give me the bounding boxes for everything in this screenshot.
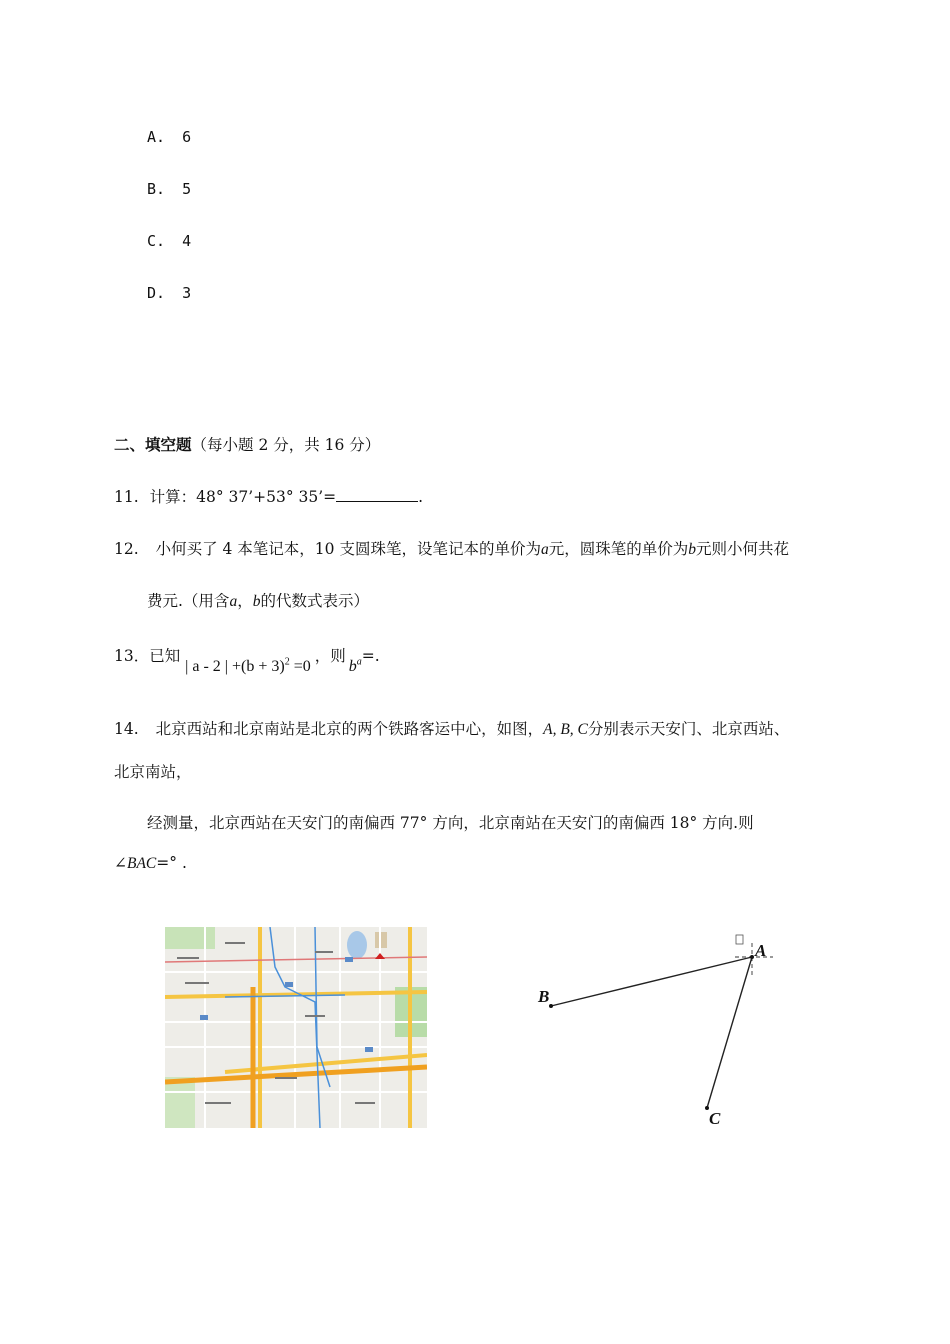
q12-line1-c: 元则小何共花	[695, 540, 789, 558]
north-marker-box	[736, 935, 743, 944]
option-d-value: 3	[182, 284, 192, 302]
q13-eq-exp: 2	[284, 656, 290, 668]
q11-text: 计算：48° 37’+53° 35’=	[149, 488, 337, 506]
q13-base: b	[348, 658, 357, 675]
q14-line4-tail: =° .	[156, 854, 187, 872]
q11-tail: .	[418, 488, 424, 506]
option-b[interactable]	[147, 180, 191, 198]
q12-line1-a: 小何买了 4 本笔记本，10 支圆珠笔，设笔记本的单价为	[155, 540, 541, 558]
q12-number: 12.	[114, 540, 139, 558]
q14-number: 14.	[114, 720, 139, 738]
q13-eq-right: =0	[289, 658, 311, 675]
question-13	[114, 644, 380, 675]
section-title: 二、填空题	[114, 435, 192, 454]
ray-ab	[551, 957, 752, 1006]
q11-answer-blank[interactable]	[336, 489, 418, 502]
q12-line2-b: ，	[237, 592, 253, 610]
q13-eq-left: | a - 2 | +(b + 3)	[185, 658, 285, 675]
section-heading	[114, 433, 380, 455]
q13-power	[349, 658, 362, 675]
q14-angle-var: BAC	[127, 855, 157, 872]
point-a-dot	[750, 955, 754, 959]
q12-line1-b: 元，圆珠笔的单价为	[548, 540, 689, 558]
angle-figure	[530, 925, 790, 1135]
q14-line1: 北京西站和北京南站是北京的两个铁路客运中心，如图，	[155, 720, 544, 738]
ray-ac	[707, 957, 752, 1108]
q14-vars: A, B, C	[543, 721, 588, 738]
q13-tail: =.	[361, 647, 380, 665]
option-b-label: B.	[147, 180, 166, 198]
question-11	[114, 485, 423, 507]
label-b: B	[538, 987, 550, 1006]
q13-mid: ，则	[314, 647, 346, 665]
q14-angle-symbol: ∠	[114, 854, 127, 872]
label-a: A	[755, 941, 767, 960]
option-a-label: A.	[147, 128, 166, 146]
section-note: （每小题 2 分，共 16 分）	[191, 436, 381, 454]
option-b-value: 5	[182, 180, 192, 198]
option-d-label: D.	[147, 284, 166, 302]
option-c-label: C.	[147, 232, 166, 250]
question-12	[114, 537, 789, 559]
question-14-line2: 北京南站，	[114, 763, 192, 781]
question-14-line4	[114, 854, 187, 873]
q12-line2-va: a	[229, 593, 238, 610]
q14-line1-b: 分别表示天安门、北京西站、	[587, 720, 790, 738]
option-a[interactable]	[147, 128, 191, 146]
q13-exponent: a	[356, 656, 362, 668]
q12-line2-c: 的代数式表示）	[260, 592, 369, 610]
q12-var-a: a	[540, 541, 549, 558]
option-a-value: 6	[182, 128, 192, 146]
q12-var-b: b	[688, 541, 696, 558]
q13-number: 13．已知	[114, 647, 181, 665]
beijing-map-image	[165, 927, 427, 1128]
label-c: C	[709, 1109, 721, 1128]
question-12-line2	[147, 589, 369, 611]
point-b-dot	[549, 1004, 553, 1008]
question-14	[114, 717, 789, 739]
q12-line2-a: 费元.（用含	[147, 592, 230, 610]
question-14-line3: 经测量，北京西站在天安门的南偏西 77° 方向，北京南站在天安门的南偏西 18° 方向.则	[147, 814, 754, 832]
q11-number: 11.	[114, 488, 139, 506]
q13-equation	[185, 658, 311, 675]
option-c[interactable]	[147, 232, 191, 250]
q12-line2-vb: b	[252, 593, 261, 610]
option-c-value: 4	[182, 232, 192, 250]
option-d[interactable]	[147, 284, 191, 302]
